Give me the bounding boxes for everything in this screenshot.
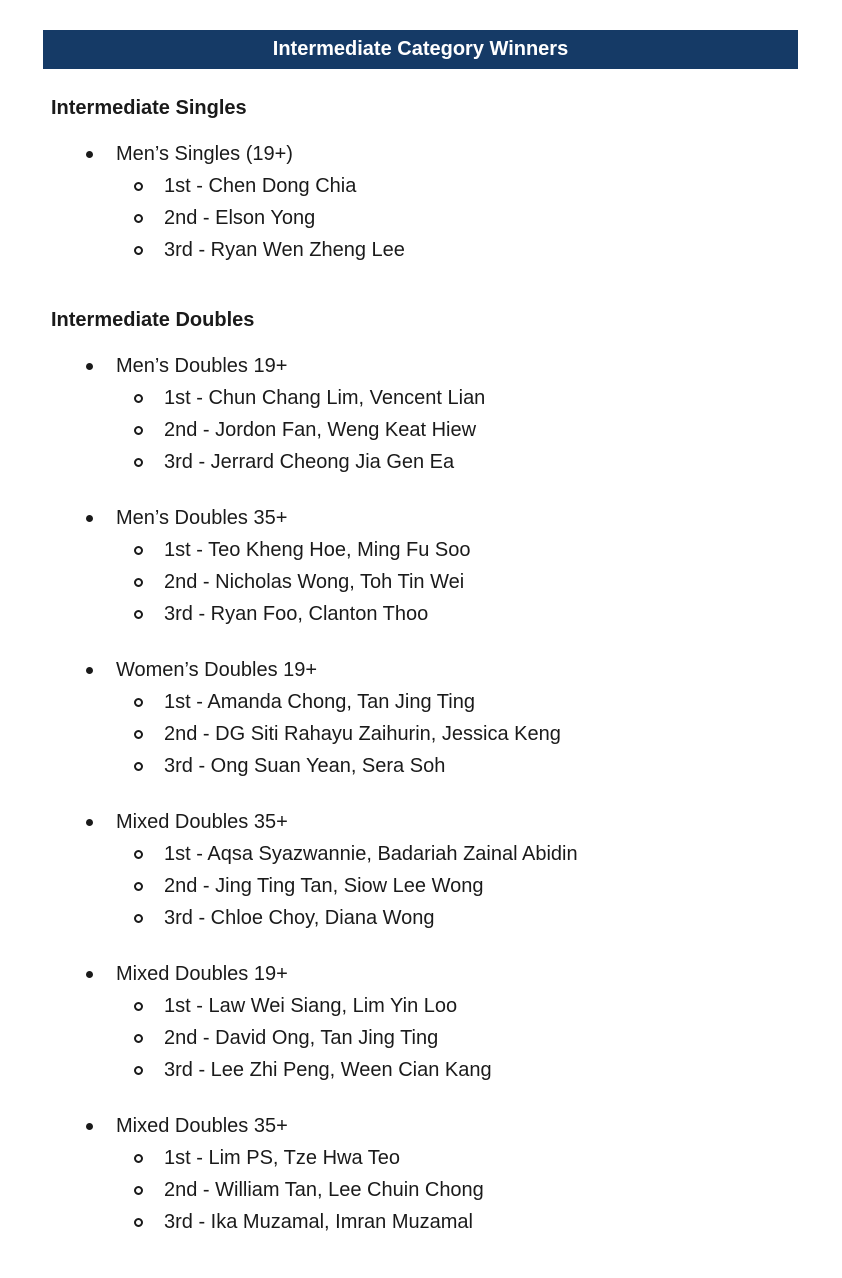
section-heading-doubles: Intermediate Doubles [51,309,255,331]
event-item [51,958,811,1086]
place-item: 2nd - Elson Yong [116,202,811,234]
place-list [116,534,811,630]
place-item: 2nd - DG Siti Rahayu Zaihurin, Jessica Keng [116,718,811,750]
event-item [51,350,811,478]
event-name: Women’s Doubles 19+ [116,654,811,686]
event-name: Mixed Doubles 35+ [116,806,811,838]
place-item: 2nd - Jordon Fan, Weng Keat Hiew [116,414,811,446]
event-item [51,1110,811,1238]
event-item [51,502,811,630]
event-name: Mixed Doubles 19+ [116,958,811,990]
category-banner: Intermediate Category Winners [43,30,798,69]
place-item: 2nd - Nicholas Wong, Toh Tin Wei [116,566,811,598]
place-item: 3rd - Ryan Foo, Clanton Thoo [116,598,811,630]
place-item: 3rd - Jerrard Cheong Jia Gen Ea [116,446,811,478]
event-name: Mixed Doubles 35+ [116,1110,811,1142]
place-item: 1st - Teo Kheng Hoe, Ming Fu Soo [116,534,811,566]
event-item [51,654,811,782]
place-item: 3rd - Lee Zhi Peng, Ween Cian Kang [116,1054,811,1086]
event-item [51,138,811,266]
place-list [116,686,811,782]
place-item: 3rd - Ong Suan Yean, Sera Soh [116,750,811,782]
place-item: 1st - Chun Chang Lim, Vencent Lian [116,382,811,414]
event-name: Men’s Singles (19+) [116,138,811,170]
event-item [51,806,811,934]
singles-event-list [51,138,811,266]
place-list [116,382,811,478]
place-item: 1st - Chen Dong Chia [116,170,811,202]
place-list [116,170,811,266]
place-item: 3rd - Chloe Choy, Diana Wong [116,902,811,934]
place-item: 1st - Lim PS, Tze Hwa Teo [116,1142,811,1174]
place-item: 1st - Amanda Chong, Tan Jing Ting [116,686,811,718]
place-list [116,990,811,1086]
place-item: 1st - Aqsa Syazwannie, Badariah Zainal Abidin [116,838,811,870]
place-item: 2nd - David Ong, Tan Jing Ting [116,1022,811,1054]
place-list [116,838,811,934]
event-name: Men’s Doubles 19+ [116,350,811,382]
place-item: 3rd - Ryan Wen Zheng Lee [116,234,811,266]
doubles-event-list [51,350,811,1238]
place-item: 2nd - Jing Ting Tan, Siow Lee Wong [116,870,811,902]
place-list [116,1142,811,1238]
place-item: 1st - Law Wei Siang, Lim Yin Loo [116,990,811,1022]
place-item: 2nd - William Tan, Lee Chuin Chong [116,1174,811,1206]
winners-content [51,93,811,1238]
event-name: Men’s Doubles 35+ [116,502,811,534]
section-heading-singles: Intermediate Singles [51,97,247,119]
place-item: 3rd - Ika Muzamal, Imran Muzamal [116,1206,811,1238]
